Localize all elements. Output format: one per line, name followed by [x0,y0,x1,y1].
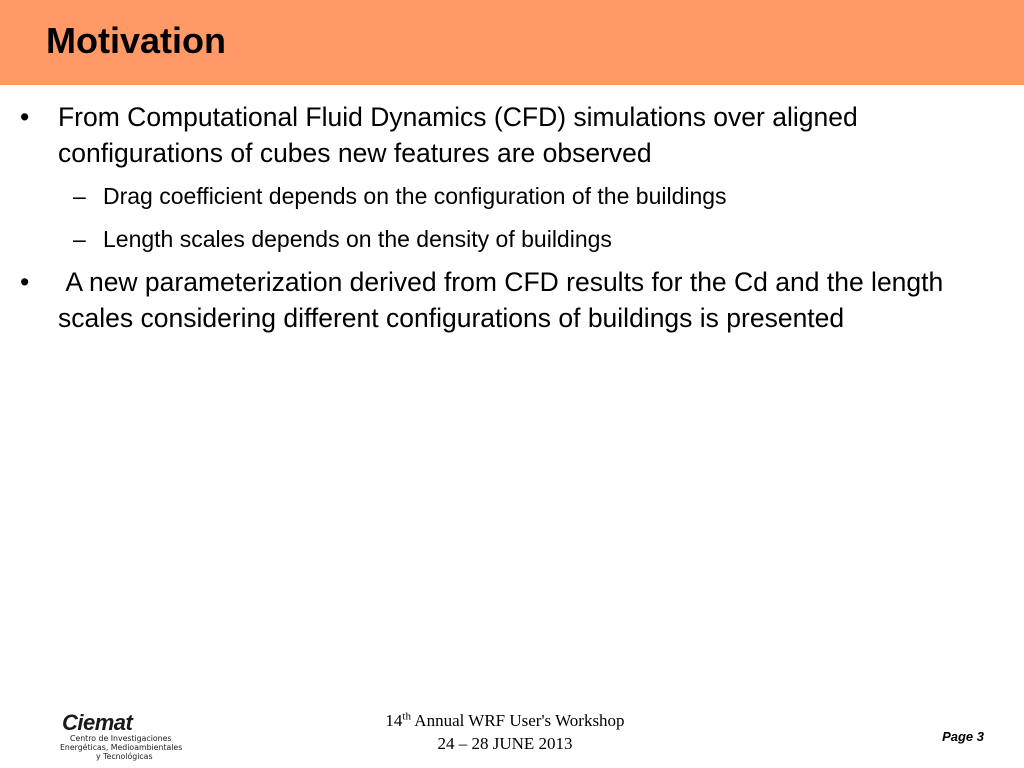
workshop-number: 14 [385,711,403,730]
sub-bullet-item [0,224,1000,254]
slide-header-bar [0,0,1024,85]
sub-bullet-marker: – [73,226,86,252]
bullet-text: From Computational Fluid Dynamics (CFD) simulations over aligned configurations of cubes new features are observed [58,102,858,168]
sub-bullet-item [0,181,1000,211]
sub-bullet-text: Drag coefficient depends on the configuration of the buildings [103,183,727,209]
bullet-item [0,264,950,336]
slide-title: Motivation [46,20,226,61]
bullet-item [0,99,950,171]
workshop-suffix: th [402,710,411,723]
bullet-marker: • [20,267,30,297]
logo-subtitle-line: y Tecnológicas [96,752,153,761]
logo-subtitle-line: Energéticas, Medioambientales [60,743,183,752]
bullet-text: A new parameterization derived from CFD results for the Cd and the length scales considering different configurations of buildings is presented [58,267,951,333]
logo-subtitle-line: Centro de Investigaciones [70,734,172,743]
bullet-marker: • [20,102,30,132]
workshop-title [330,709,680,732]
sub-bullet-marker: – [73,183,86,209]
workshop-footer [330,709,680,755]
sub-bullet-text: Length scales depends on the density of buildings [103,226,612,252]
logo-wordmark: Ciemat [62,710,133,735]
ciemat-logo [58,712,208,762]
workshop-name: Annual WRF User's Workshop [410,711,625,730]
page-number: Page 3 [942,729,984,744]
workshop-dates: 24 – 28 JUNE 2013 [437,734,573,753]
slide-content [0,99,1000,336]
